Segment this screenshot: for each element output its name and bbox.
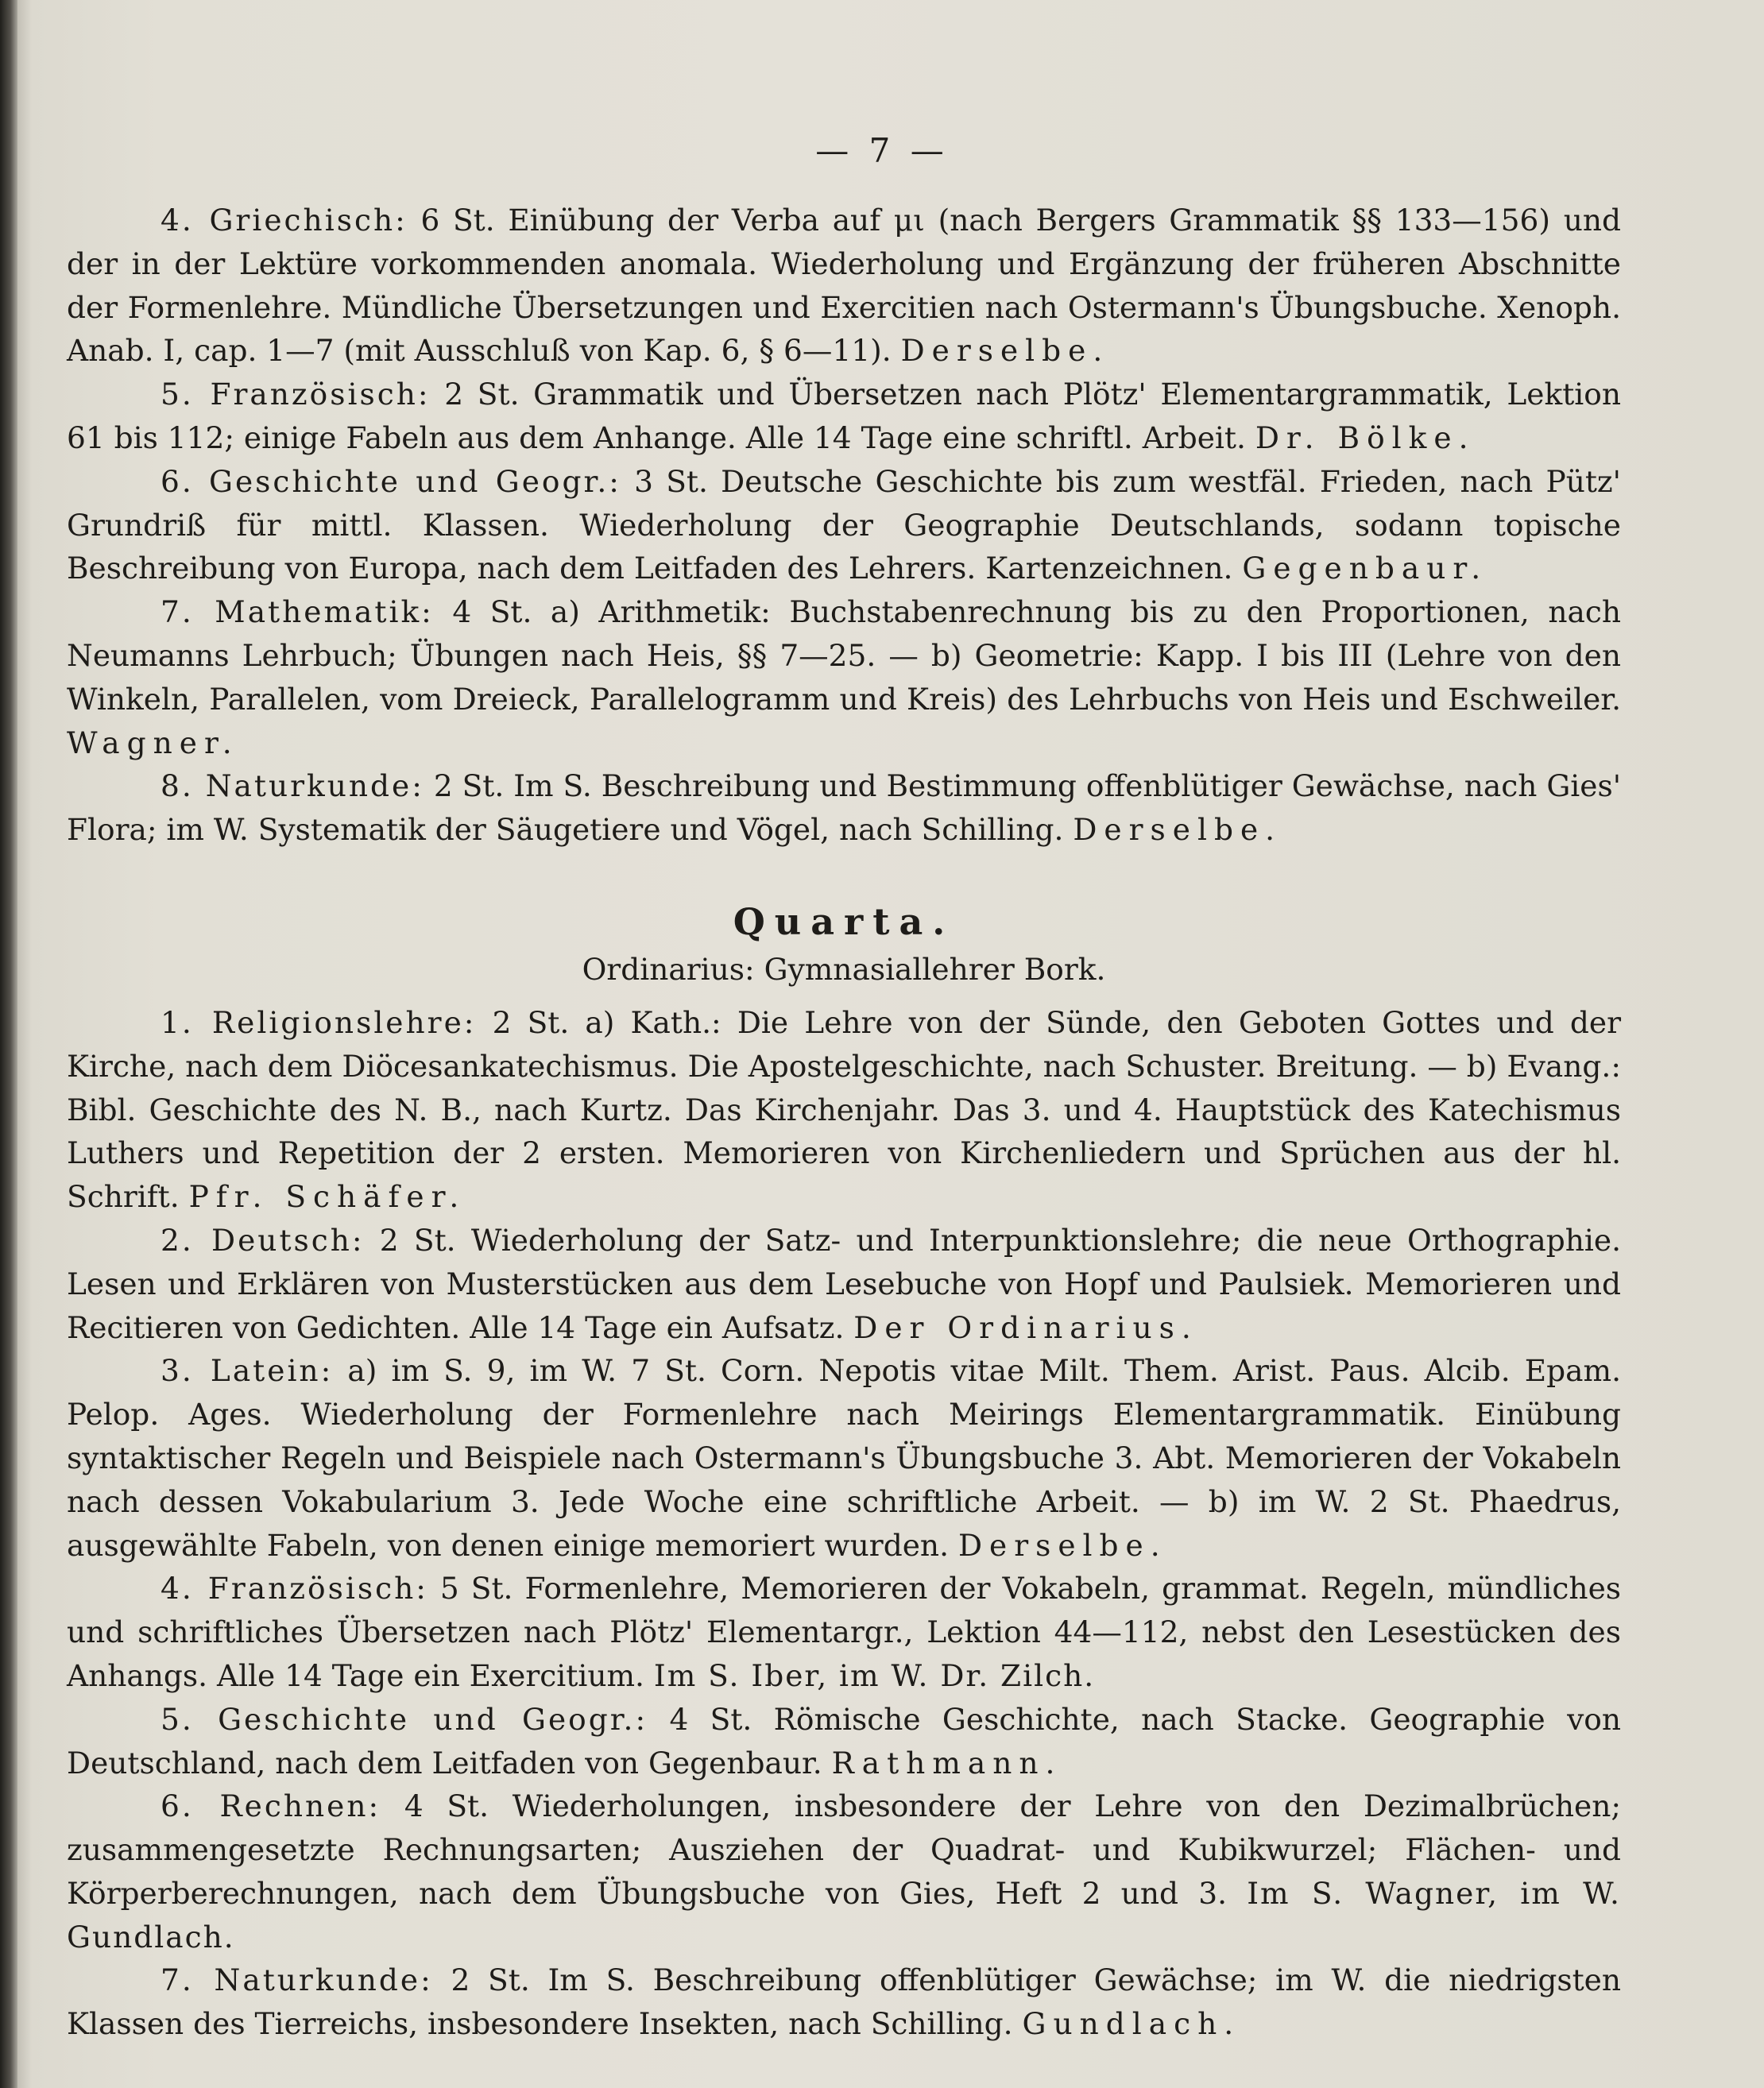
subject-paragraph: [67, 764, 1621, 852]
teacher-name: Wagner.: [67, 725, 239, 760]
page-number: — 7 —: [815, 131, 949, 170]
teacher-name: Gegenbaur.: [1242, 551, 1488, 586]
subject-label: 7. Mathematik:: [161, 594, 434, 630]
subject-label: 6. Rechnen:: [161, 1788, 381, 1824]
teacher-name: Im S. Wagner, im W. Gundlach.: [67, 1875, 1621, 1955]
subject-paragraph: [67, 1784, 1621, 1958]
teacher-name: Im S. Iber, im W. Dr. Zilch.: [653, 1657, 1096, 1693]
subject-text: 4 St. a) Arithmetik: Buchstabenrechnung bis zu den Proportionen, nach Neumanns Lehrbuch; Übungen nach Heis, §§ 7—25. — b) Geometrie: Kapp. I bis III (Lehre von den Winkeln, Parallelen, vom Dreieck, Parallelogramm und Kreis) des Lehrbuchs von Heis und Eschweiler.: [67, 594, 1622, 717]
subject-label: 3. Latein:: [161, 1353, 334, 1389]
book-gutter: [0, 0, 17, 2088]
subject-paragraph: [67, 1001, 1621, 1219]
teacher-name: Derselbe.: [957, 1527, 1167, 1563]
subject-paragraph: [67, 460, 1621, 590]
section-subtitle: Ordinarius: Gymnasiallehrer Bork.: [582, 951, 1106, 987]
subject-text: 2 St. Wiederholung der Satz- und Interpunktionslehre; die neue Orthographie. Lesen und Erklären von Musterstücken aus dem Lesebuche von Hopf und Paulsiek. Memorieren und Recitieren von Gedichten. Alle 14 Tage ein Aufsatz.: [67, 1222, 1621, 1345]
subject-text: 2 St. Grammatik und Übersetzen nach Plötz' Elementargrammatik, Lektion 61 bis 112; einige Fabeln aus dem Anhange. Alle 14 Tage eine schriftl. Arbeit.: [67, 377, 1622, 455]
subject-paragraph: [67, 1219, 1621, 1349]
subject-text: 2 St. Im S. Beschreibung und Bestimmung offenblütiger Gewächse, nach Gies' Flora; im W. Systematik der Säugetiere und Vögel, nach Schilling.: [67, 768, 1622, 848]
subject-label: 2. Deutsch:: [161, 1222, 365, 1258]
subject-label: 8. Naturkunde:: [161, 768, 424, 804]
subject-label: 5. Französisch:: [161, 377, 431, 412]
subject-paragraph: [67, 373, 1621, 460]
teacher-name: Gundlach.: [1022, 2006, 1241, 2042]
teacher-name: Rathmann.: [831, 1745, 1062, 1781]
subject-text: 4 St. Wiederholungen, insbesondere der Lehre von den Dezimalbrüchen; zusammengesetzte Rechnungsarten; Ausziehen der Quadrat- und Kubikwurzel; Flächen- und Körperberechnungen, nach dem Übungsbuche von Gies, Heft 2 und 3.: [67, 1788, 1621, 1911]
subject-paragraph: [67, 1349, 1621, 1567]
subject-text: a) im S. 9, im W. 7 St. Corn. Nepotis vitae Milt. Them. Arist. Paus. Alcib. Epam. Pelop. Ages. Wiederholung der Formenlehre nach Meirings Elementargrammatik. Einübung syntaktischer Regeln und Beispiele nach Ostermann's Übungsbuche 3. Abt. Memorieren der Vokabeln nach dessen Vokabularium 3. Jede Woche eine schriftliche Arbeit. — b) im W. 2 St. Phaedrus, ausgewählte Fabeln, von denen einige memoriert wurden.: [67, 1353, 1621, 1563]
subject-label: 5. Geschichte und Geogr.:: [161, 1701, 648, 1737]
subject-label: 6. Geschichte und Geogr.:: [161, 463, 621, 499]
teacher-name: Derselbe.: [900, 333, 1110, 369]
subject-text: 2 St. Im S. Beschreibung offenblütiger Gewächse; im W. die niedrigsten Klassen des Tierreichs, insbesondere Insekten, nach Schilling.: [67, 1962, 1621, 2042]
subject-text: 4 St. Römische Geschichte, nach Stacke. Geographie von Deutschland, nach dem Leitfaden von Gegenbaur.: [67, 1701, 1621, 1781]
teacher-name: Der Ordinarius.: [853, 1309, 1198, 1345]
page-content: [67, 199, 1621, 2046]
section-title: Quarta.: [733, 899, 955, 943]
teacher-name: Pfr. Schäfer.: [188, 1179, 466, 1215]
subject-label: 1. Religionslehre:: [161, 1004, 477, 1040]
subject-paragraph: [67, 199, 1621, 373]
subject-text: 3 St. Deutsche Geschichte bis zum westfäl. Frieden, nach Pütz' Grundriß für mittl. Klassen. Wiederholung der Geographie Deutschlands, sodann topische Beschreibung von Europa, nach dem Leitfaden des Lehrers. Kartenzeichnen.: [67, 463, 1621, 586]
subject-paragraph: [67, 1958, 1621, 2046]
subject-paragraph: [67, 590, 1621, 764]
subject-paragraph: [67, 1698, 1621, 1785]
teacher-name: Dr. Bölke.: [1255, 420, 1476, 455]
subject-text: 2 St. a) Kath.: Die Lehre von der Sünde, den Geboten Gottes und der Kirche, nach dem Diöcesankatechismus. Die Apostelgeschichte, nach Schuster. Breitung. — b) Evang.: Bibl. Geschichte des N. B., nach Kurtz. Das Kirchenjahr. Das 3. und 4. Hauptstück des Katechismus Luthers und Repetition der 2 ersten. Memorieren von Kirchenliedern und Sprüchen aus der hl. Schrift.: [67, 1004, 1621, 1215]
subject-label: 7. Naturkunde:: [161, 1962, 433, 1998]
teacher-name: Derselbe.: [1073, 812, 1282, 848]
subject-text: 5 St. Formenlehre, Memorieren der Vokabeln, grammat. Regeln, mündliches und schriftliches Übersetzen nach Plötz' Elementargr., Lektion 44—112, nebst den Lesestücken des Anhangs. Alle 14 Tage ein Exercitium.: [67, 1571, 1622, 1693]
subject-label: 4. Französisch:: [161, 1571, 428, 1607]
subject-label: 4. Griechisch:: [161, 203, 408, 238]
subject-paragraph: [67, 1567, 1621, 1697]
subject-text: 6 St. Einübung der Verba auf μι (nach Bergers Grammatik §§ 133—156) und der in der Lektüre vorkommenden anomala. Wiederholung und Ergänzung der früheren Abschnitte der Formenlehre. Mündliche Übersetzungen und Exercitien nach Ostermann's Übungsbuche. Xenoph. Anab. I, cap. 1—7 (mit Ausschluß von Kap. 6, § 6—11).: [67, 203, 1621, 369]
